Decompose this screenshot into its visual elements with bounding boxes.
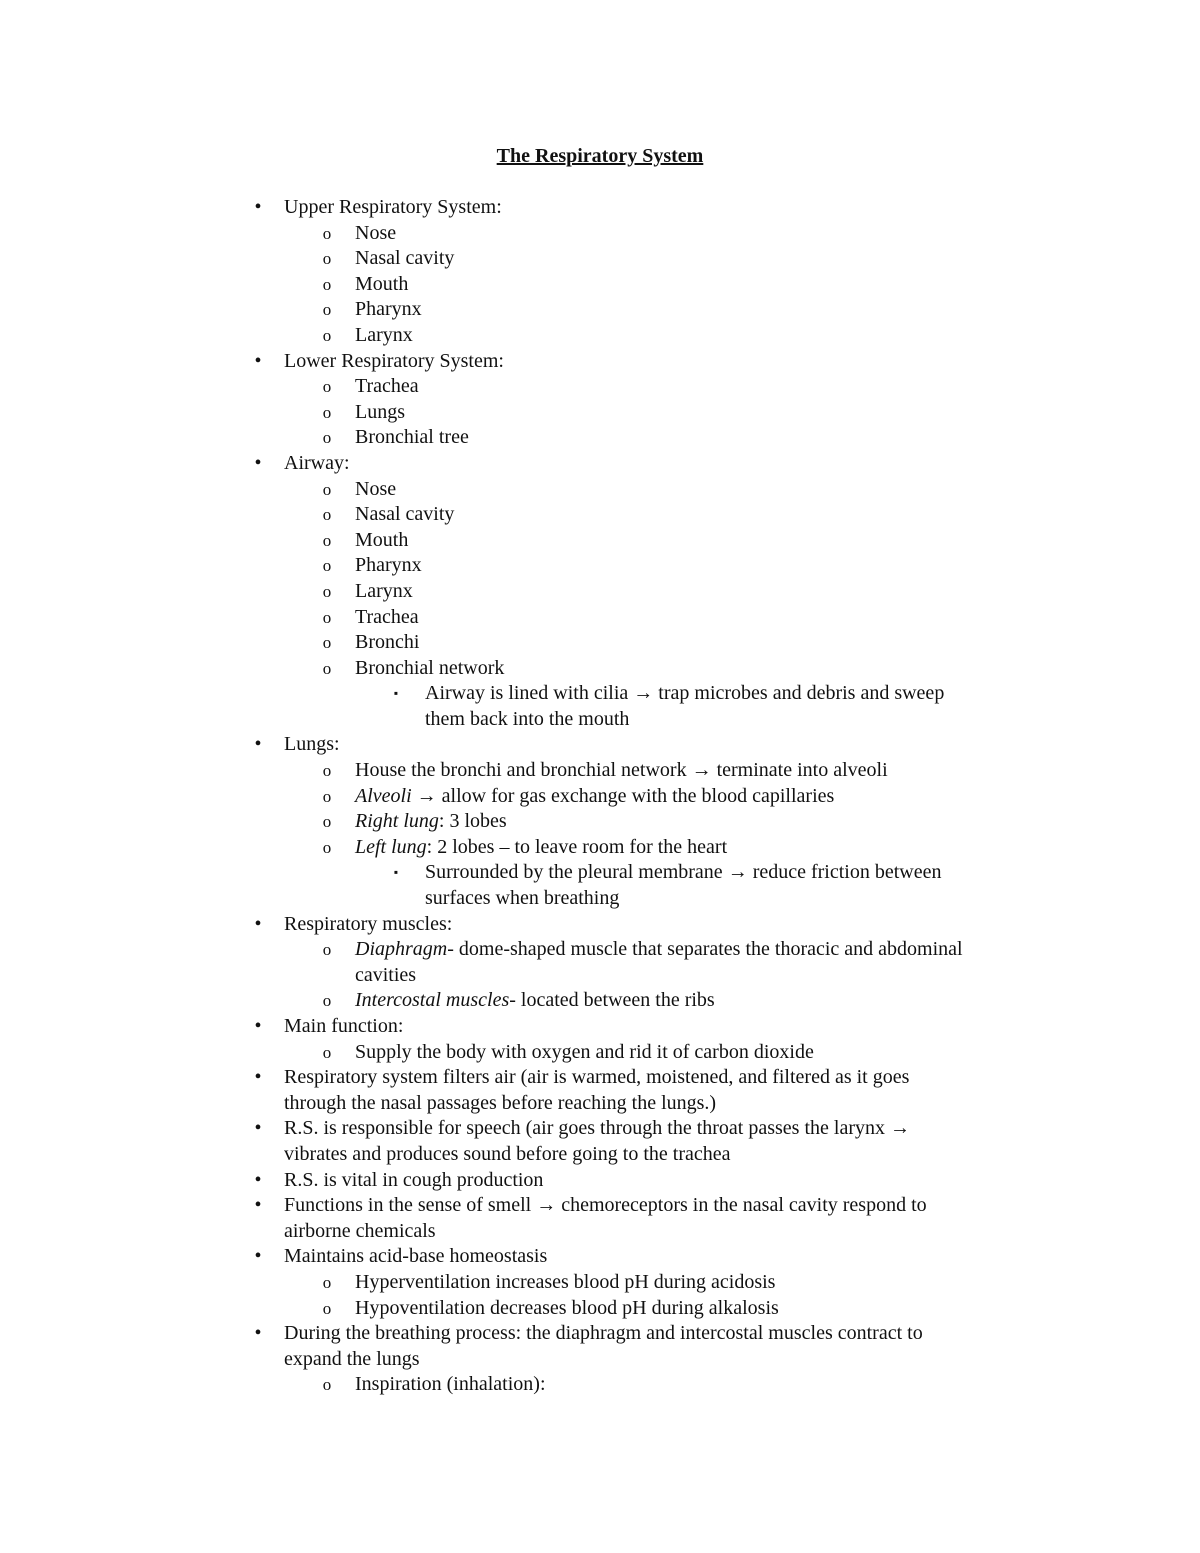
list-item-level-2 [0,656,1200,682]
list-item-level-2 [0,630,1200,656]
list-item-level-2 [0,528,1200,554]
list-item-level-1 [0,1014,1200,1040]
list-item-text: Pharynx [355,554,422,577]
arrow-glyph: → [633,682,654,705]
arrow-glyph: → [536,1194,557,1217]
list-item-level-1 [0,1065,1200,1091]
arrow-glyph: → [416,784,437,807]
list-item-text: Trachea [355,375,419,398]
list-item-text: Nasal cavity [355,247,455,270]
list-item-text: Nose [355,221,397,244]
list-item-continuation [0,1142,1200,1168]
bullet-circle-icon: o [322,1375,332,1395]
list-item-text: Nasal cavity [355,503,455,526]
list-item-level-2 [0,758,1200,784]
list-item-level-2 [0,323,1200,349]
list-item-text: Pharynx [355,298,422,321]
list-item-continuation [0,1219,1200,1245]
list-item-level-2 [0,502,1200,528]
list-item-text: expand the lungs [284,1347,420,1370]
bullet-circle-icon: o [322,428,332,448]
bullet-circle-icon: o [322,1272,332,1292]
bullet-square-icon: ▪ [393,686,399,701]
list-item-level-2 [0,809,1200,835]
list-item-text: Mouth [355,272,409,295]
bullet-circle-icon: o [322,479,332,499]
italic-term: Left lung [355,835,427,858]
bullet-circle-icon: o [322,837,332,857]
bullet-disc-icon: • [254,1066,262,1089]
bullet-circle-icon: o [322,607,332,627]
bullet-circle-icon: o [322,940,332,960]
list-item-level-3 [0,681,1200,707]
list-item-level-1 [0,451,1200,477]
bullet-circle-icon: o [322,402,332,422]
italic-term: Right lung [355,810,439,833]
list-item-continuation [0,963,1200,989]
bullet-disc-icon: • [254,349,262,372]
bullet-circle-icon: o [322,274,332,294]
list-item-level-1 [0,195,1200,221]
bullet-disc-icon: • [254,1168,262,1191]
list-item-level-2 [0,988,1200,1014]
list-item-text: Main function: [284,1015,404,1037]
italic-term: Diaphragm [355,938,448,961]
bullet-circle-icon: o [322,556,332,576]
bullet-disc-icon: • [254,912,262,935]
list-item-level-2 [0,1372,1200,1398]
bullet-circle-icon: o [322,812,332,832]
bullet-circle-icon: o [322,325,332,345]
list-item-text: Lower Respiratory System: [284,349,504,372]
list-item-text: Respiratory muscles: [284,912,453,935]
bullet-disc-icon: • [254,1015,262,1037]
bullet-circle-icon: o [322,1298,332,1318]
list-item-text: Lungs [355,400,405,423]
arrow-glyph: → [691,759,712,782]
list-item-text: R.S. is vital in cough production [284,1168,544,1191]
bullet-square-icon: ▪ [393,865,399,880]
list-item-level-2 [0,1040,1200,1066]
list-item-text: Alveoli → allow for gas exchange with the blood capillaries [355,784,835,807]
bullet-disc-icon: • [254,196,262,218]
list-item-level-1 [0,1168,1200,1194]
list-item-level-2 [0,425,1200,451]
list-item-level-3 [0,860,1200,886]
list-item-text: Larynx [355,323,413,346]
list-item-text: through the nasal passages before reaching the lungs.) [284,1091,717,1114]
list-item-text: Diaphragm- dome-shaped muscle that separates the thoracic and abdominal [355,938,963,961]
bullet-circle-icon: o [322,991,332,1011]
list-item-text: Lungs: [284,733,340,756]
list-item-text: House the bronchi and bronchial network → terminate into alveoli [355,759,888,782]
list-item-level-2 [0,1296,1200,1322]
list-item-text: R.S. is responsible for speech (air goes through the throat passes the larynx → [284,1117,910,1140]
arrow-glyph: → [889,1117,910,1140]
list-item-text: vibrates and produces sound before going to the trachea [284,1142,731,1165]
list-item-text: Left lung: 2 lobes – to leave room for the heart [355,835,728,858]
list-item-continuation [0,707,1200,733]
list-item-text: Supply the body with oxygen and rid it of carbon dioxide [355,1040,814,1063]
list-item-text: them back into the mouth [425,707,630,730]
list-item-continuation [0,1347,1200,1373]
list-item-text: surfaces when breathing [425,887,620,910]
list-item-continuation [0,886,1200,912]
bullet-disc-icon: • [254,451,262,474]
list-item-level-2 [0,579,1200,605]
list-item-level-2 [0,937,1200,963]
list-item-level-2 [0,553,1200,579]
list-item-text: cavities [355,963,417,986]
list-item-level-2 [0,272,1200,298]
list-item-continuation [0,1091,1200,1117]
list-item-text: Hypoventilation decreases blood pH during alkalosis [355,1296,779,1319]
bullet-circle-icon: o [322,786,332,806]
italic-term: Intercostal muscles [355,989,510,1012]
list-item-text: Intercostal muscles- located between the ribs [355,989,715,1012]
list-item-text: Inspiration (inhalation): [355,1373,546,1396]
list-item-text: Airway: [284,451,350,474]
list-item-level-2 [0,221,1200,247]
bullet-circle-icon: o [322,300,332,320]
list-item-level-2 [0,297,1200,323]
list-item-level-2 [0,784,1200,810]
list-item-text: Bronchi [355,631,420,654]
list-item-text: Bronchial network [355,656,505,679]
list-item-text: Trachea [355,605,419,628]
list-item-level-1 [0,1193,1200,1219]
list-item-level-1 [0,1116,1200,1142]
list-item-level-2 [0,400,1200,426]
document-title: The Respiratory System [496,145,704,167]
bullet-disc-icon: • [254,1194,262,1217]
list-item-text: During the breathing process: the diaphragm and intercostal muscles contract to [284,1322,923,1345]
bullet-disc-icon: • [254,1117,262,1140]
list-item-level-2 [0,1270,1200,1296]
list-item-level-2 [0,605,1200,631]
list-item-text: Hyperventilation increases blood pH during acidosis [355,1270,776,1293]
list-item-level-2 [0,835,1200,861]
italic-term: Alveoli [355,784,412,807]
list-item-text: Bronchial tree [355,426,469,449]
list-item-level-1 [0,732,1200,758]
list-item-level-1 [0,1321,1200,1347]
bullet-circle-icon: o [322,581,332,601]
list-item-text: Functions in the sense of smell → chemoreceptors in the nasal cavity respond to [284,1194,927,1217]
list-item-text: Surrounded by the pleural membrane → reduce friction between [425,861,942,884]
bullet-circle-icon: o [322,223,332,243]
list-item-text: Nose [355,477,397,500]
list-item-level-2 [0,374,1200,400]
bullet-circle-icon: o [322,377,332,397]
list-item-level-2 [0,477,1200,503]
outline-list [0,195,1200,1398]
list-item-text: Right lung: 3 lobes [355,810,507,833]
bullet-circle-icon: o [322,530,332,550]
bullet-disc-icon: • [254,1322,262,1345]
list-item-level-1 [0,349,1200,375]
bullet-circle-icon: o [322,761,332,781]
bullet-disc-icon: • [254,1245,262,1268]
list-item-level-1 [0,912,1200,938]
list-item-text: Upper Respiratory System: [284,196,502,218]
list-item-text: Mouth [355,528,409,551]
list-item-text: airborne chemicals [284,1219,436,1242]
bullet-circle-icon: o [322,658,332,678]
list-item-text: Respiratory system filters air (air is warmed, moistened, and filtered as it goes [284,1066,910,1089]
list-item-text: Larynx [355,579,413,602]
list-item-text: Maintains acid-base homeostasis [284,1245,548,1268]
bullet-circle-icon: o [322,633,332,653]
bullet-circle-icon: o [322,505,332,525]
list-item-level-2 [0,246,1200,272]
list-item-text: Airway is lined with cilia → trap microbes and debris and sweep [425,682,945,705]
arrow-glyph: → [727,861,748,884]
bullet-disc-icon: • [254,733,262,756]
list-item-level-1 [0,1244,1200,1270]
bullet-circle-icon: o [322,1042,332,1062]
bullet-circle-icon: o [322,249,332,269]
